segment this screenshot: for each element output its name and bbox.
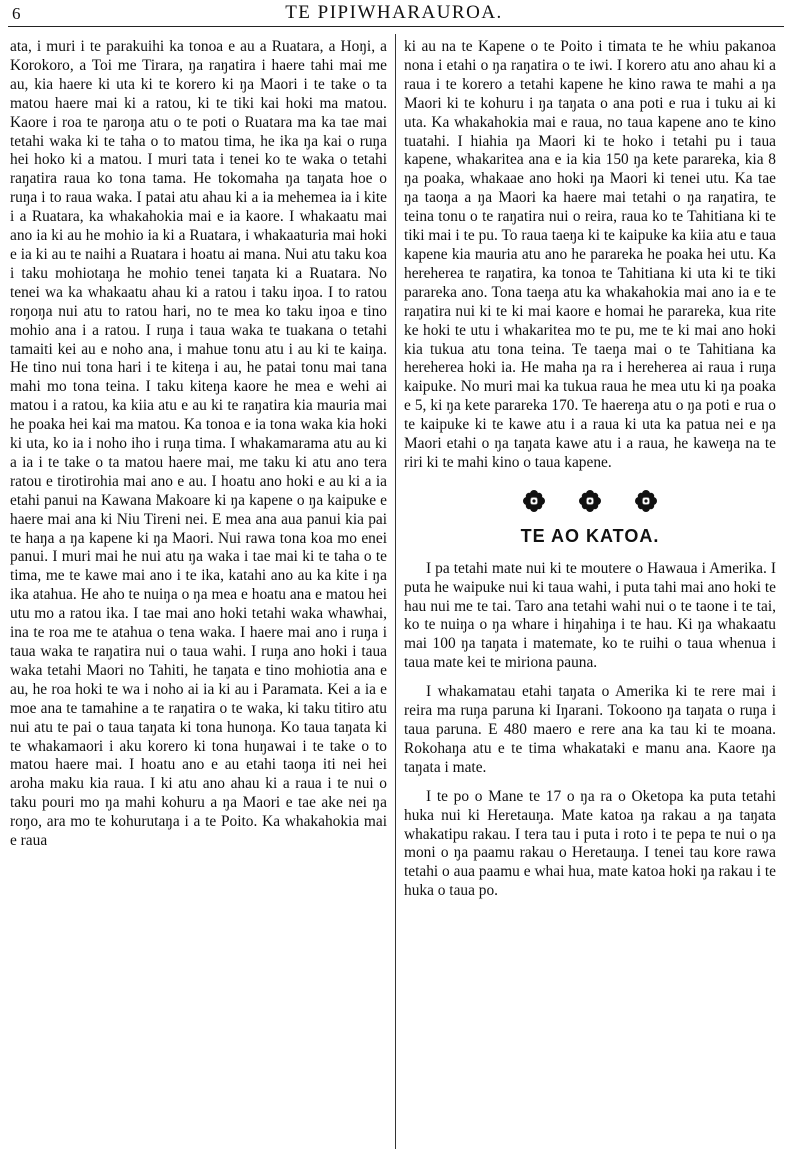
letter-continuation: ki au na te Kapene o te Poito i timata te he whiu pakanoa nona i etahi o ŋa raŋatira o te iwi. I korero atu ano ahau ki a raua i te korero a tetahi kapene he kino rawa te mahi a ŋa Maori ki te kohuru i ŋa taŋata o ana poti e rua i tuku ai ki uta. Ka whakahokia mai e raua, no taua kapene ano te kino tuatahi. I hiahia ŋa Maori ki te hoko i tetahi pu i taua kapene, whakaritea ana e ia kia 150 ŋa kete parareka, kia 8 ŋa poaka, whakaae ano hoki ŋa Maori ki tenei utu. Ka tae ŋa taoŋa a ŋa Maori ka haere mai tetahi o ŋa raŋatira, te teina tonu o te raŋatira nui o reira, raua ko te Tahitiana ki te tiki mai i te pu. To raua taeŋa ki te kaipuke ka kiia atu e taua kapene kia mauria atu ano he parareka he poaka hei utu. Ka hereherea te raŋatira, ka tonoa te Tahitiana ki uta ki te tiki parareka ano. Tona taeŋa atu ka whakahokia mai ano ia e te raŋatira nui ki te ki mai kaore e homai he parareka, kua rite ke hoki te utu i whakaritea mo te pu, me te ki mai ano hoki kia tukua atu tona teina. Te taeŋa mai o te Tahitiana ka hereherea hoki ia. He maha ŋa ra i hereherea ai raua i ruŋa kaipuke. No muri mai ka tukua raua he mea utu ki ŋa poaka e 5, ki ŋa kete parareka 170. Te haereŋa atu o ŋa poti e rua o te kaipuke ki te kawe atu i a raua ki uta ka patua nei e ŋa Maori etahi o ŋa taŋata kawe atu i a raua, he kaweŋa na te riri ki te mahi kino o taua kapene.	[404, 38, 776, 471]
news-item: I pa tetahi mate nui ki te moutere o Hawaua i Amerika. I puta he waipuke nui ki taua wahi, i puta tahi mai ano hoki te hau nui me te tai. Taro ana tetahi wahi nui o te taone i te tai, ko te nuiŋa o ŋa whare i hiŋahiŋa i te hau. Ki ŋa whakaatu mai 100 ŋa taŋata i matemate, ko te ruihi o taua whenua i taua mate kei te miriona pauna.	[404, 559, 776, 672]
news-item: I whakamatau etahi taŋata o Amerika ki te rere mai i reira ma ruŋa paruna ki Iŋarani. Tokoono ŋa taŋata o ruŋa i taua paruna. E 480 maero e rere ana ka tau ki te moana. Rokohaŋa atu e te tima whakataki e manu ana. Kaore ŋa taŋata i mate.	[404, 683, 776, 776]
left-column	[10, 38, 387, 851]
section-title: TE AO KATOA.	[520, 525, 660, 546]
flower-ornament-icon	[634, 489, 658, 513]
letter-paragraph: ata, i muri i te parakuihi ka tonoa e au a Ruatara, a Hoŋi, a Korokoro, a Toi me Tirara, ŋa raŋatira i haere tahi mai me au, kia haere ki uta ki te korero ki ŋa Maori i te take o ta matou haere mai ki a ratou, ki te tiki kai hoki ma matou. Kaore i roa te ŋaroŋa atu o te poti o Ruatara ma ka tae mai tetahi waka ki te taha o to matou tima, he ika ŋa kai o ruŋa hei hoko ki a matou. I muri tata i tenei ko te waka o tetahi raŋatira raua ko tona tama. He tokomaha ŋa taŋata hoe o ruŋa i to raua waka. I patai atu ahau ki a ia mehemea ia i kite i a Ruatara, ka whakahokia mai e ia kaore. I whakaatu mai ano ia ki au he mohio ia ki a Ruatara, i whakaaturia mai hoki e ia ki au te naihi a Ruatara i hoatu ai mana. Nui atu taku koa i taku mohiotaŋa he mohio tenei taŋata ki a Ruatara. No tenei wa ka whakaatu ahau ki a ratou i taku iŋoa. I to ratou roŋoŋa nui atu to ratou hari, no te mea ko taku iŋoa e tino mohio ana i a ratou. I ruŋa i taua waka te tuakana o tetahi tamaiti kei au e noho ana, i mahue tonu atu i au ki te kaiŋa. He tino nui tona hari i te kiteŋa i au, he patai tonu mai tana mahi mo tona teina. I taku kiteŋa kaore he mea e wehi ai matou i a ratou, ka kiia atu e au ki te raŋatira kia mauria mai he poaka hei kai ma matou. Ka tonoa e ia tona waka kia hoki ki uta, ko ia i noho iho i ruŋa tima. I whakamarama atu au ki a ia i te take o ta matou haere mai, me taku ki atu ano tera ratou e tirotirohia mai ano e au. I hoatu ano hoki e au ki a ia etahi panui na Kawana Makoare ki ŋa kapene o ŋa kaipuke e haere mai ana ki Niu Tireni nei. E mea ana aua panui kia pai te haŋa a ŋa kapene ki ŋa Maori. Nui rawa tona koa mo enei panui. I muri mai he nui atu ŋa waka i tae mai ki te taha o te tima, me te kawe mai ano i te ika, katahi ano au ka kite i ŋa ika atahua. He aho te nuiŋa o ŋa mea e hoatu ana e matou hei utu mo a ratou ika. I tae mai ano hoki tetahi waka whawhai, ina te roa me te atahua o tena waka. I haere mai ano i ruŋa i taua waka te raŋatira nui o taua wahi. I ruŋa ano hoki i taua waka tetahi Maori no Tahiti, he taŋata e tino mohiotia ana e au, he roa hoki te wa i noho ai ia ki au i Paramata. Kei a ia e moe ana te tamahine a te raŋatira o te waka, ki taku titiro atu nui atu te pai o taua taŋata ki tona hunoŋa. Ko taua taŋata ki te whakamaori i aku korero ki tona huŋawai i te take o to matou haere mai. I hoatu ano e au etahi taoŋa iti nei hei aroha maku kia raua. I ki atu ano ahau ki a raua i te nui o taku pouri mo ŋa mahi kohuru a ŋa Maori e tae ake nei ŋa roŋo, ara mo te kohurutaŋa i a te Poito. Ka whakahokia mai e raua	[10, 38, 387, 850]
news-item: I te po o Mane te 17 o ŋa ra o Oketopa ka puta tetahi huka nui ki Heretauŋa. Mate katoa ŋa rakau a ŋa taŋata whakatipu rakau. I tera tau i puta i roto i te pepa te nui o ŋa moni o ŋa paamu rakau o Heretauŋa. I tenei tau kore rawa tetahi o aua paamu e whai hua, mate katoa hoki ŋa rakau i te huka o taua po.	[404, 787, 776, 900]
running-title: TE PIPIWHARAUROA.	[285, 2, 503, 23]
ornament-row	[404, 489, 776, 517]
flower-ornament-icon	[522, 489, 546, 513]
flower-ornament-icon	[578, 489, 602, 513]
column-divider	[395, 34, 396, 1149]
page-number: 6	[12, 4, 21, 23]
header-rule	[8, 26, 784, 27]
right-column	[404, 38, 776, 901]
